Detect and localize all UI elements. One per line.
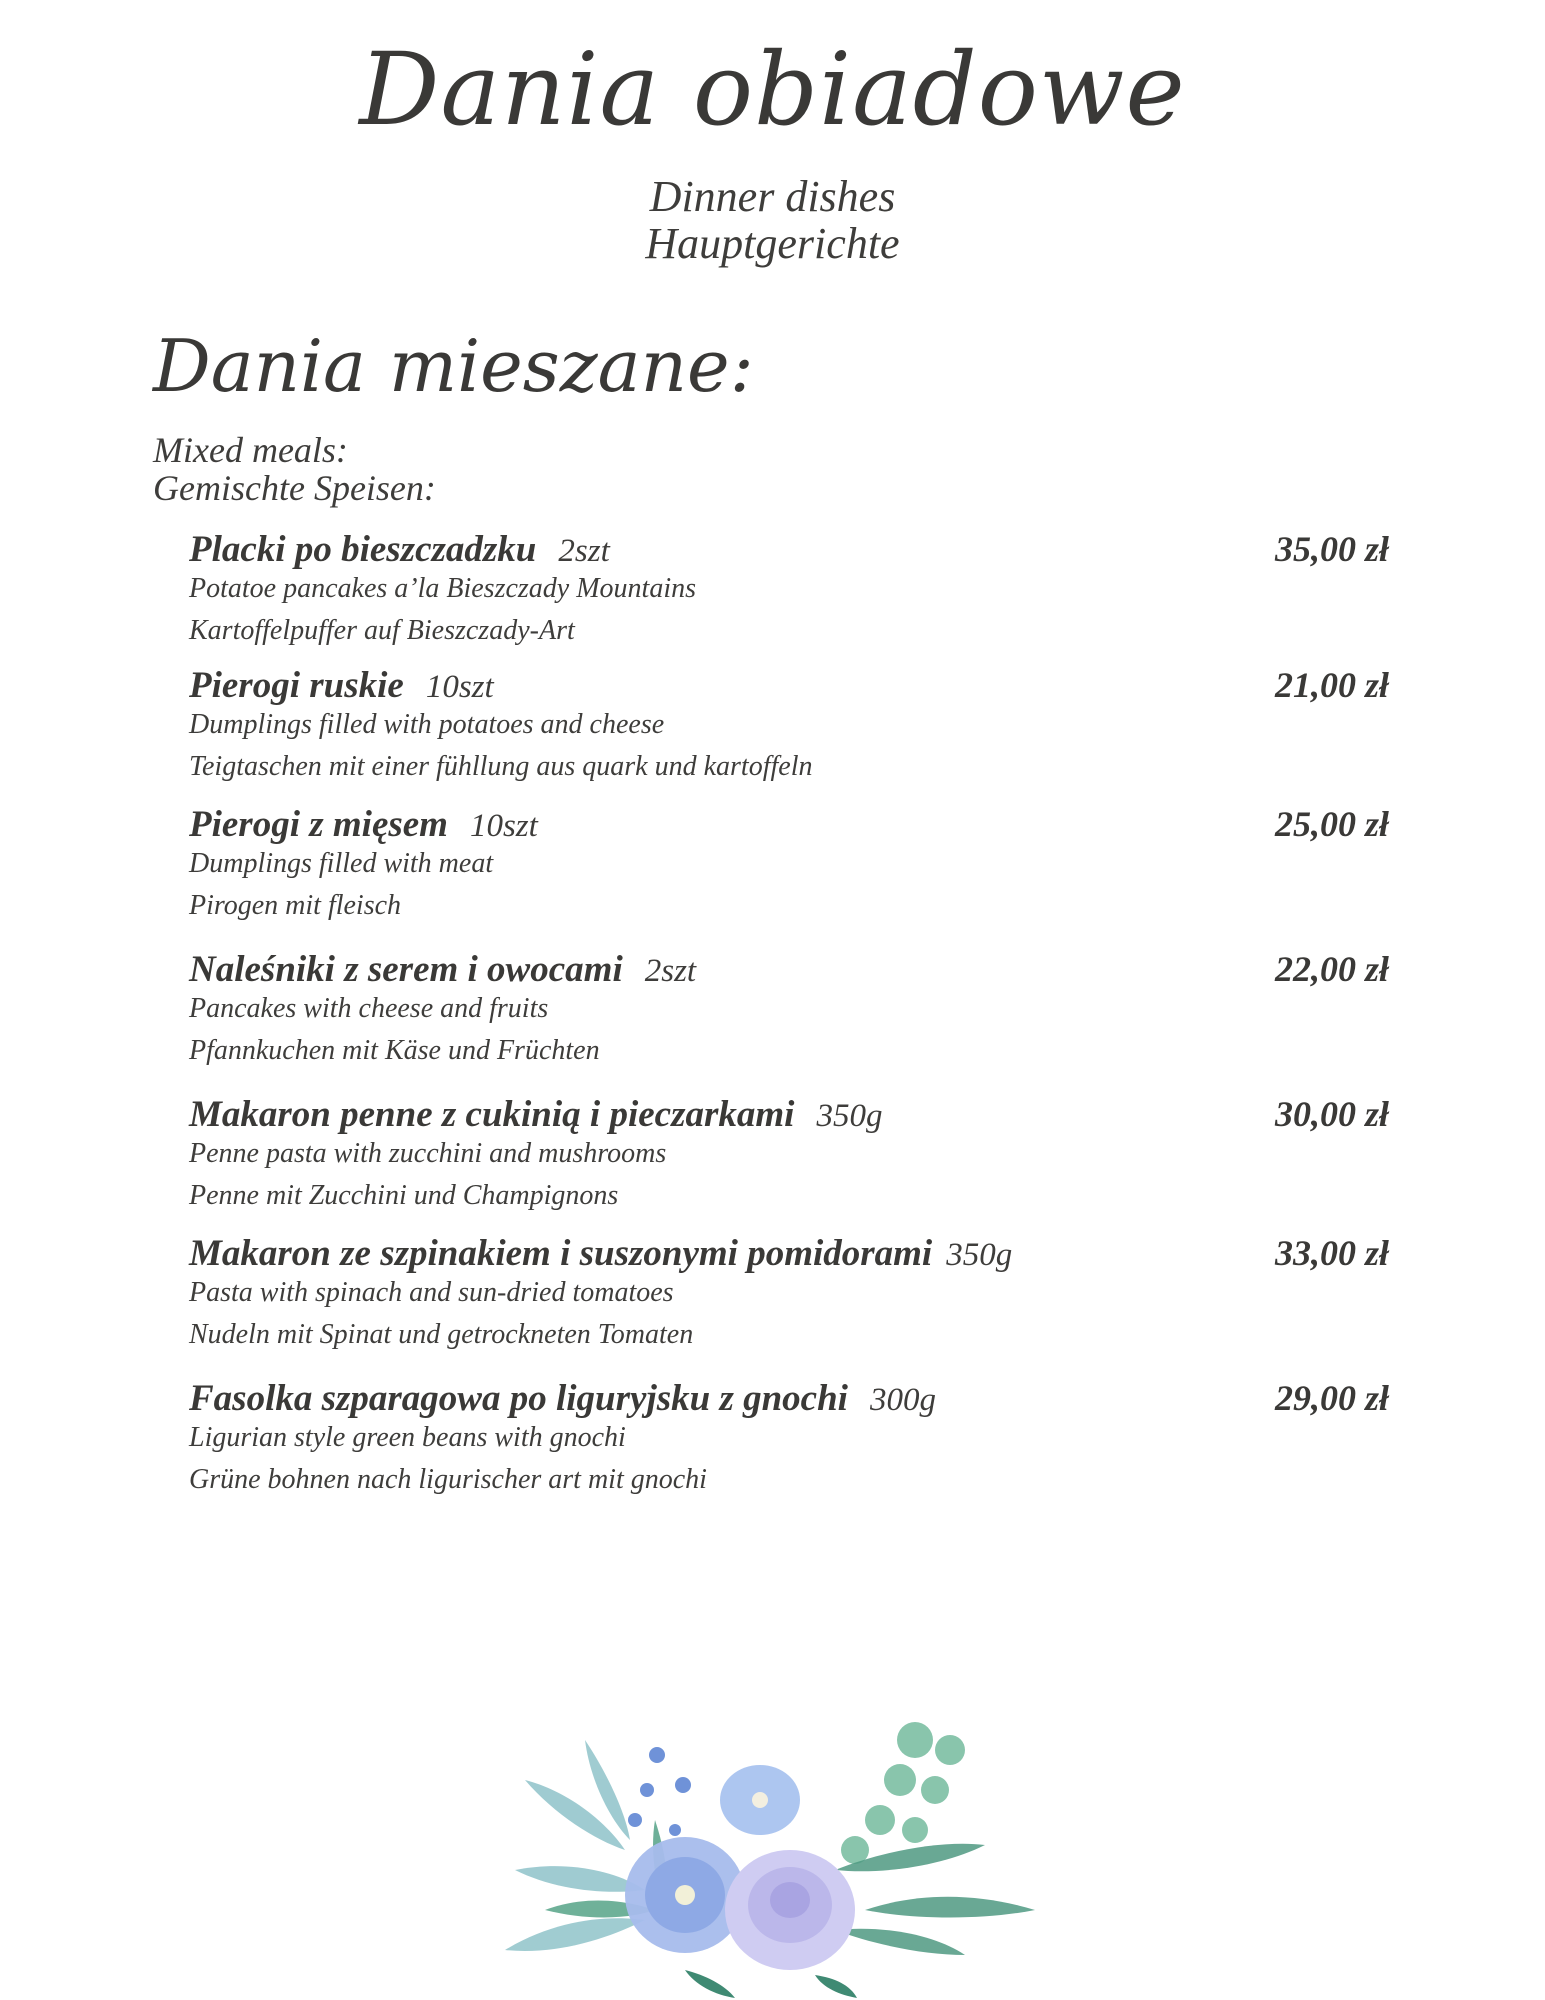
menu-item <box>189 1380 1389 1500</box>
item-quantity: 2szt <box>644 953 697 989</box>
item-name: Naleśniki z serem i owocami <box>189 949 623 990</box>
floral-bouquet-icon <box>505 1720 1045 2000</box>
item-quantity: 300g <box>869 1382 936 1418</box>
item-price: 29,00 zł <box>1274 1378 1389 1418</box>
section-subtitle-de: Gemischte Speisen: <box>153 468 436 508</box>
item-description-en: Penne pasta with zucchini and mushrooms <box>189 1138 667 1169</box>
page-subtitle-de: Hauptgerichte <box>645 219 900 268</box>
menu-item <box>189 531 1389 651</box>
item-price: 33,00 zł <box>1274 1233 1389 1273</box>
item-description-en: Dumplings filled with potatoes and cheese <box>189 709 665 740</box>
item-description-de: Nudeln mit Spinat und getrockneten Tomaten <box>189 1319 694 1350</box>
menu-item <box>189 1235 1389 1355</box>
item-description-en: Pancakes with cheese and fruits <box>189 993 549 1024</box>
section-subtitle-en: Mixed meals: <box>153 430 348 470</box>
item-description-de: Grüne bohnen nach ligurischer art mit gnochi <box>189 1464 707 1495</box>
item-description-en: Pasta with spinach and sun-dried tomatoes <box>189 1277 674 1308</box>
item-quantity: 350g <box>946 1237 1013 1273</box>
item-description-en: Dumplings filled with meat <box>189 848 494 879</box>
menu-item <box>189 667 1389 787</box>
item-description-de: Teigtaschen mit einer fühllung aus quark und kartoffeln <box>189 751 813 782</box>
item-description-de: Kartoffelpuffer auf Bieszczady-Art <box>189 615 575 646</box>
item-price: 35,00 zł <box>1274 529 1389 569</box>
item-quantity: 10szt <box>425 669 494 705</box>
item-description-en: Potatoe pancakes a’la Bieszczady Mountains <box>189 573 697 604</box>
page-subtitle-en: Dinner dishes <box>649 172 896 221</box>
item-quantity: 2szt <box>558 533 610 569</box>
item-description-de: Penne mit Zucchini und Champignons <box>189 1180 619 1211</box>
item-price: 30,00 zł <box>1274 1094 1389 1134</box>
menu-item <box>189 951 1389 1071</box>
item-quantity: 350g <box>816 1098 883 1134</box>
item-name: Pierogi ruskie <box>189 665 404 706</box>
menu-item <box>189 806 1389 926</box>
item-name: Pierogi z mięsem <box>189 804 448 845</box>
item-name: Makaron penne z cukinią i pieczarkami <box>189 1094 795 1135</box>
item-price: 21,00 zł <box>1274 665 1389 705</box>
item-name: Makaron ze szpinakiem i suszonymi pomidorami <box>189 1233 933 1274</box>
item-description-de: Pfannkuchen mit Käse und Früchten <box>189 1035 600 1066</box>
item-quantity: 10szt <box>469 808 538 844</box>
item-description-en: Ligurian style green beans with gnochi <box>189 1422 626 1453</box>
item-name: Fasolka szparagowa po liguryjsku z gnochi <box>189 1378 848 1419</box>
section-title: Dania mieszane: <box>153 324 754 408</box>
item-price: 22,00 zł <box>1274 949 1389 989</box>
item-description-de: Pirogen mit fleisch <box>189 890 402 921</box>
page-title: Dania obiadowe <box>359 31 1186 148</box>
item-name: Placki po bieszczadzku <box>189 529 537 570</box>
menu-item <box>189 1096 1389 1216</box>
item-price: 25,00 zł <box>1274 804 1389 844</box>
